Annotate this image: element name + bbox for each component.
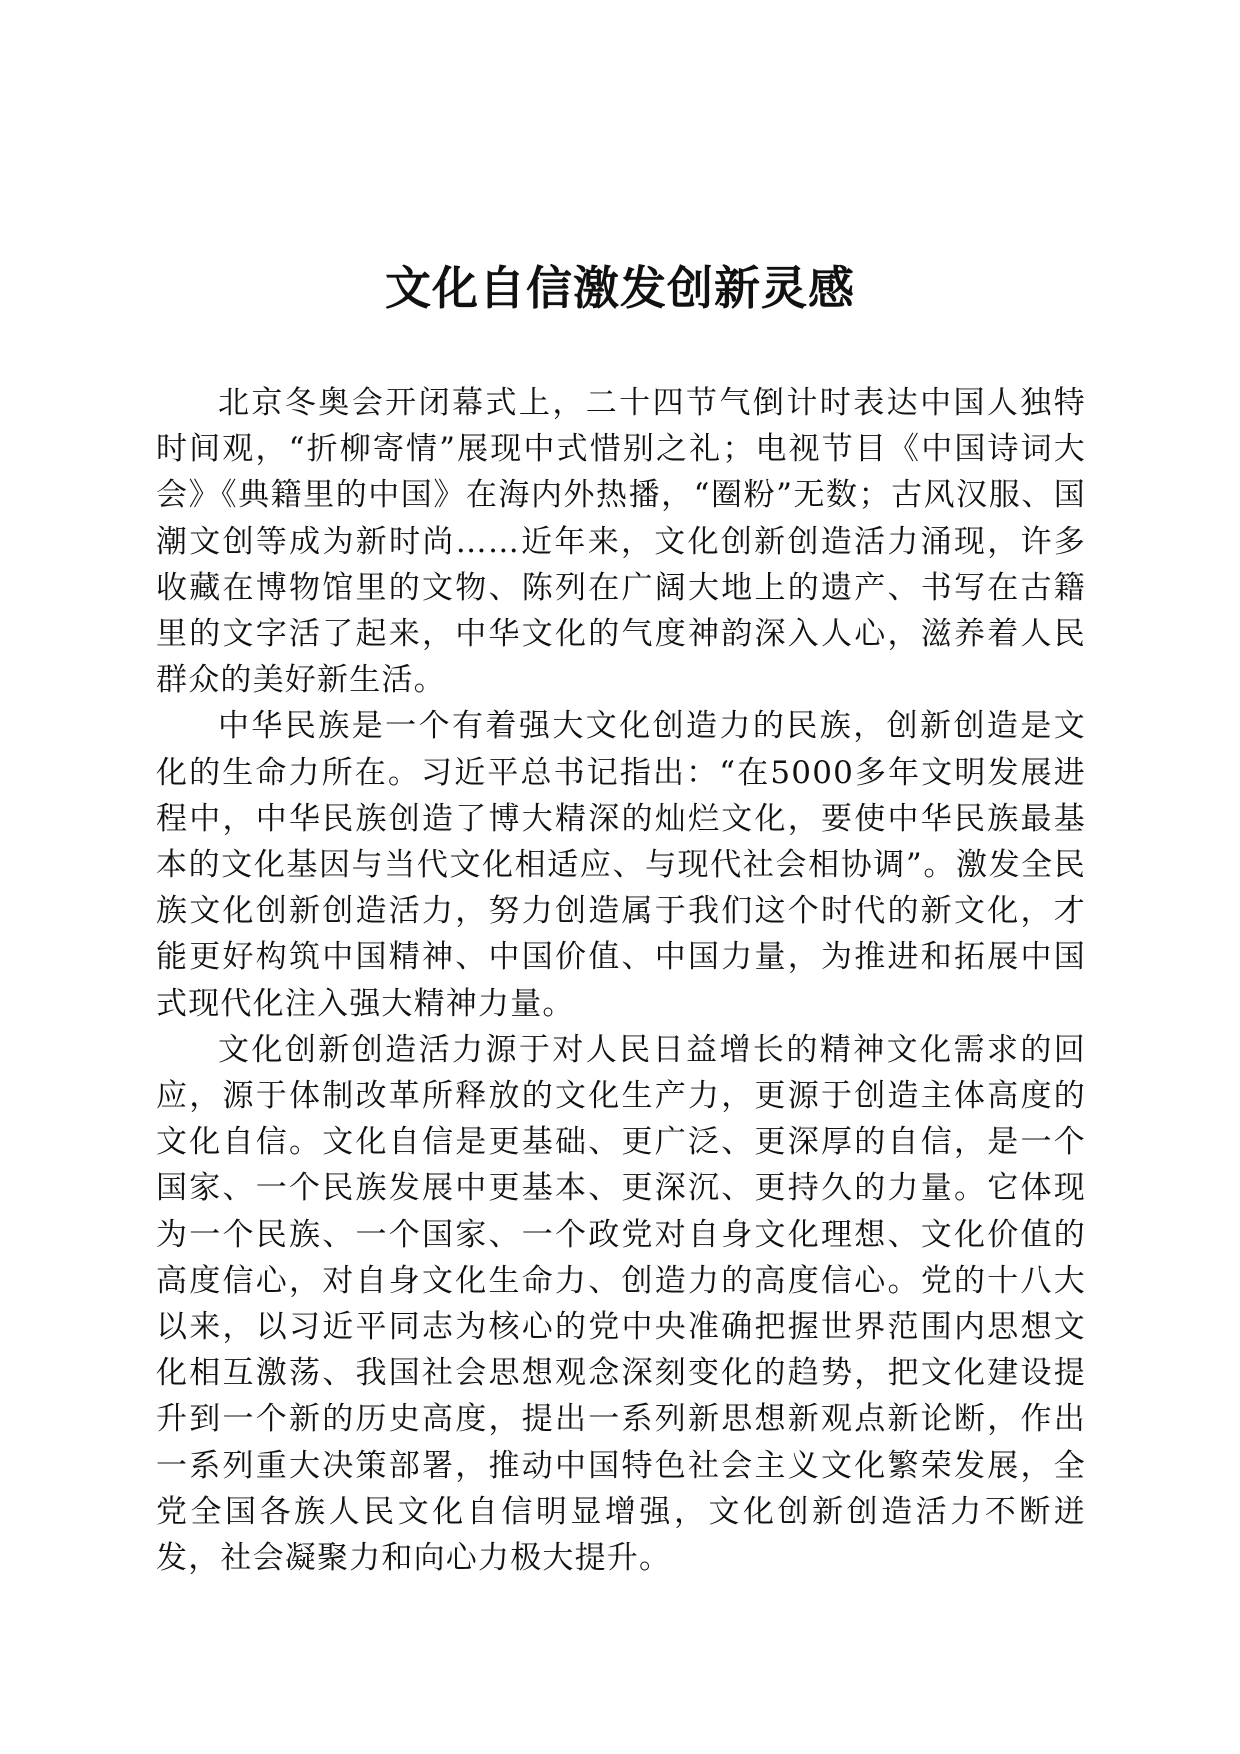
- paragraph: 北京冬奥会开闭幕式上，二十四节气倒计时表达中国人独特时间观，“折柳寄情”展现中式惜别之礼；电视节目《中国诗词大会》《典籍里的中国》在海内外热播，“圈粉”无数；古风汉服、国潮文创等成为新时尚……近年来，文化创新创造活力涌现，许多收藏在博物馆里的文物、陈列在广阔大地上的遗产、书写在古籍里的文字活了起来，中华文化的气度神韵深入人心，滋养着人民群众的美好新生活。: [156, 385, 1086, 699]
- document-title: 文化自信激发创新灵感: [385, 261, 855, 315]
- paragraph: 文化创新创造活力源于对人民日益增长的精神文化需求的回应，源于体制改革所释放的文化生产力，更源于创造主体高度的文化自信。文化自信是更基础、更广泛、更深厚的自信，是一个国家、一个民族发展中更基本、更深沉、更持久的力量。它体现为一个民族、一个国家、一个政党对自身文化理想、文化价值的高度信心，对自身文化生命力、创造力的高度信心。党的十八大以来，以习近平同志为核心的党中央准确把握世界范围内思想文化相互激荡、我国社会思想观念深刻变化的趋势，把文化建设提升到一个新的历史高度，提出一系列新思想新观点新论断，作出一系列重大决策部署，推动中国特色社会主义文化繁荣发展，全党全国各族人民文化自信明显增强，文化创新创造活力不断迸发，社会凝聚力和向心力极大提升。: [156, 1031, 1086, 1577]
- document-body: [156, 380, 1086, 1581]
- paragraph: 中华民族是一个有着强大文化创造力的民族，创新创造是文化的生命力所在。习近平总书记指出：“在5000多年文明发展进程中，中华民族创造了博大精深的灿烂文化，要使中华民族最基本的文化基因与当代文化相适应、与现代社会相协调”。激发全民族文化创新创造活力，努力创造属于我们这个时代的新文化，才能更好构筑中国精神、中国价值、中国力量，为推进和拓展中国式现代化注入强大精神力量。: [156, 708, 1086, 1022]
